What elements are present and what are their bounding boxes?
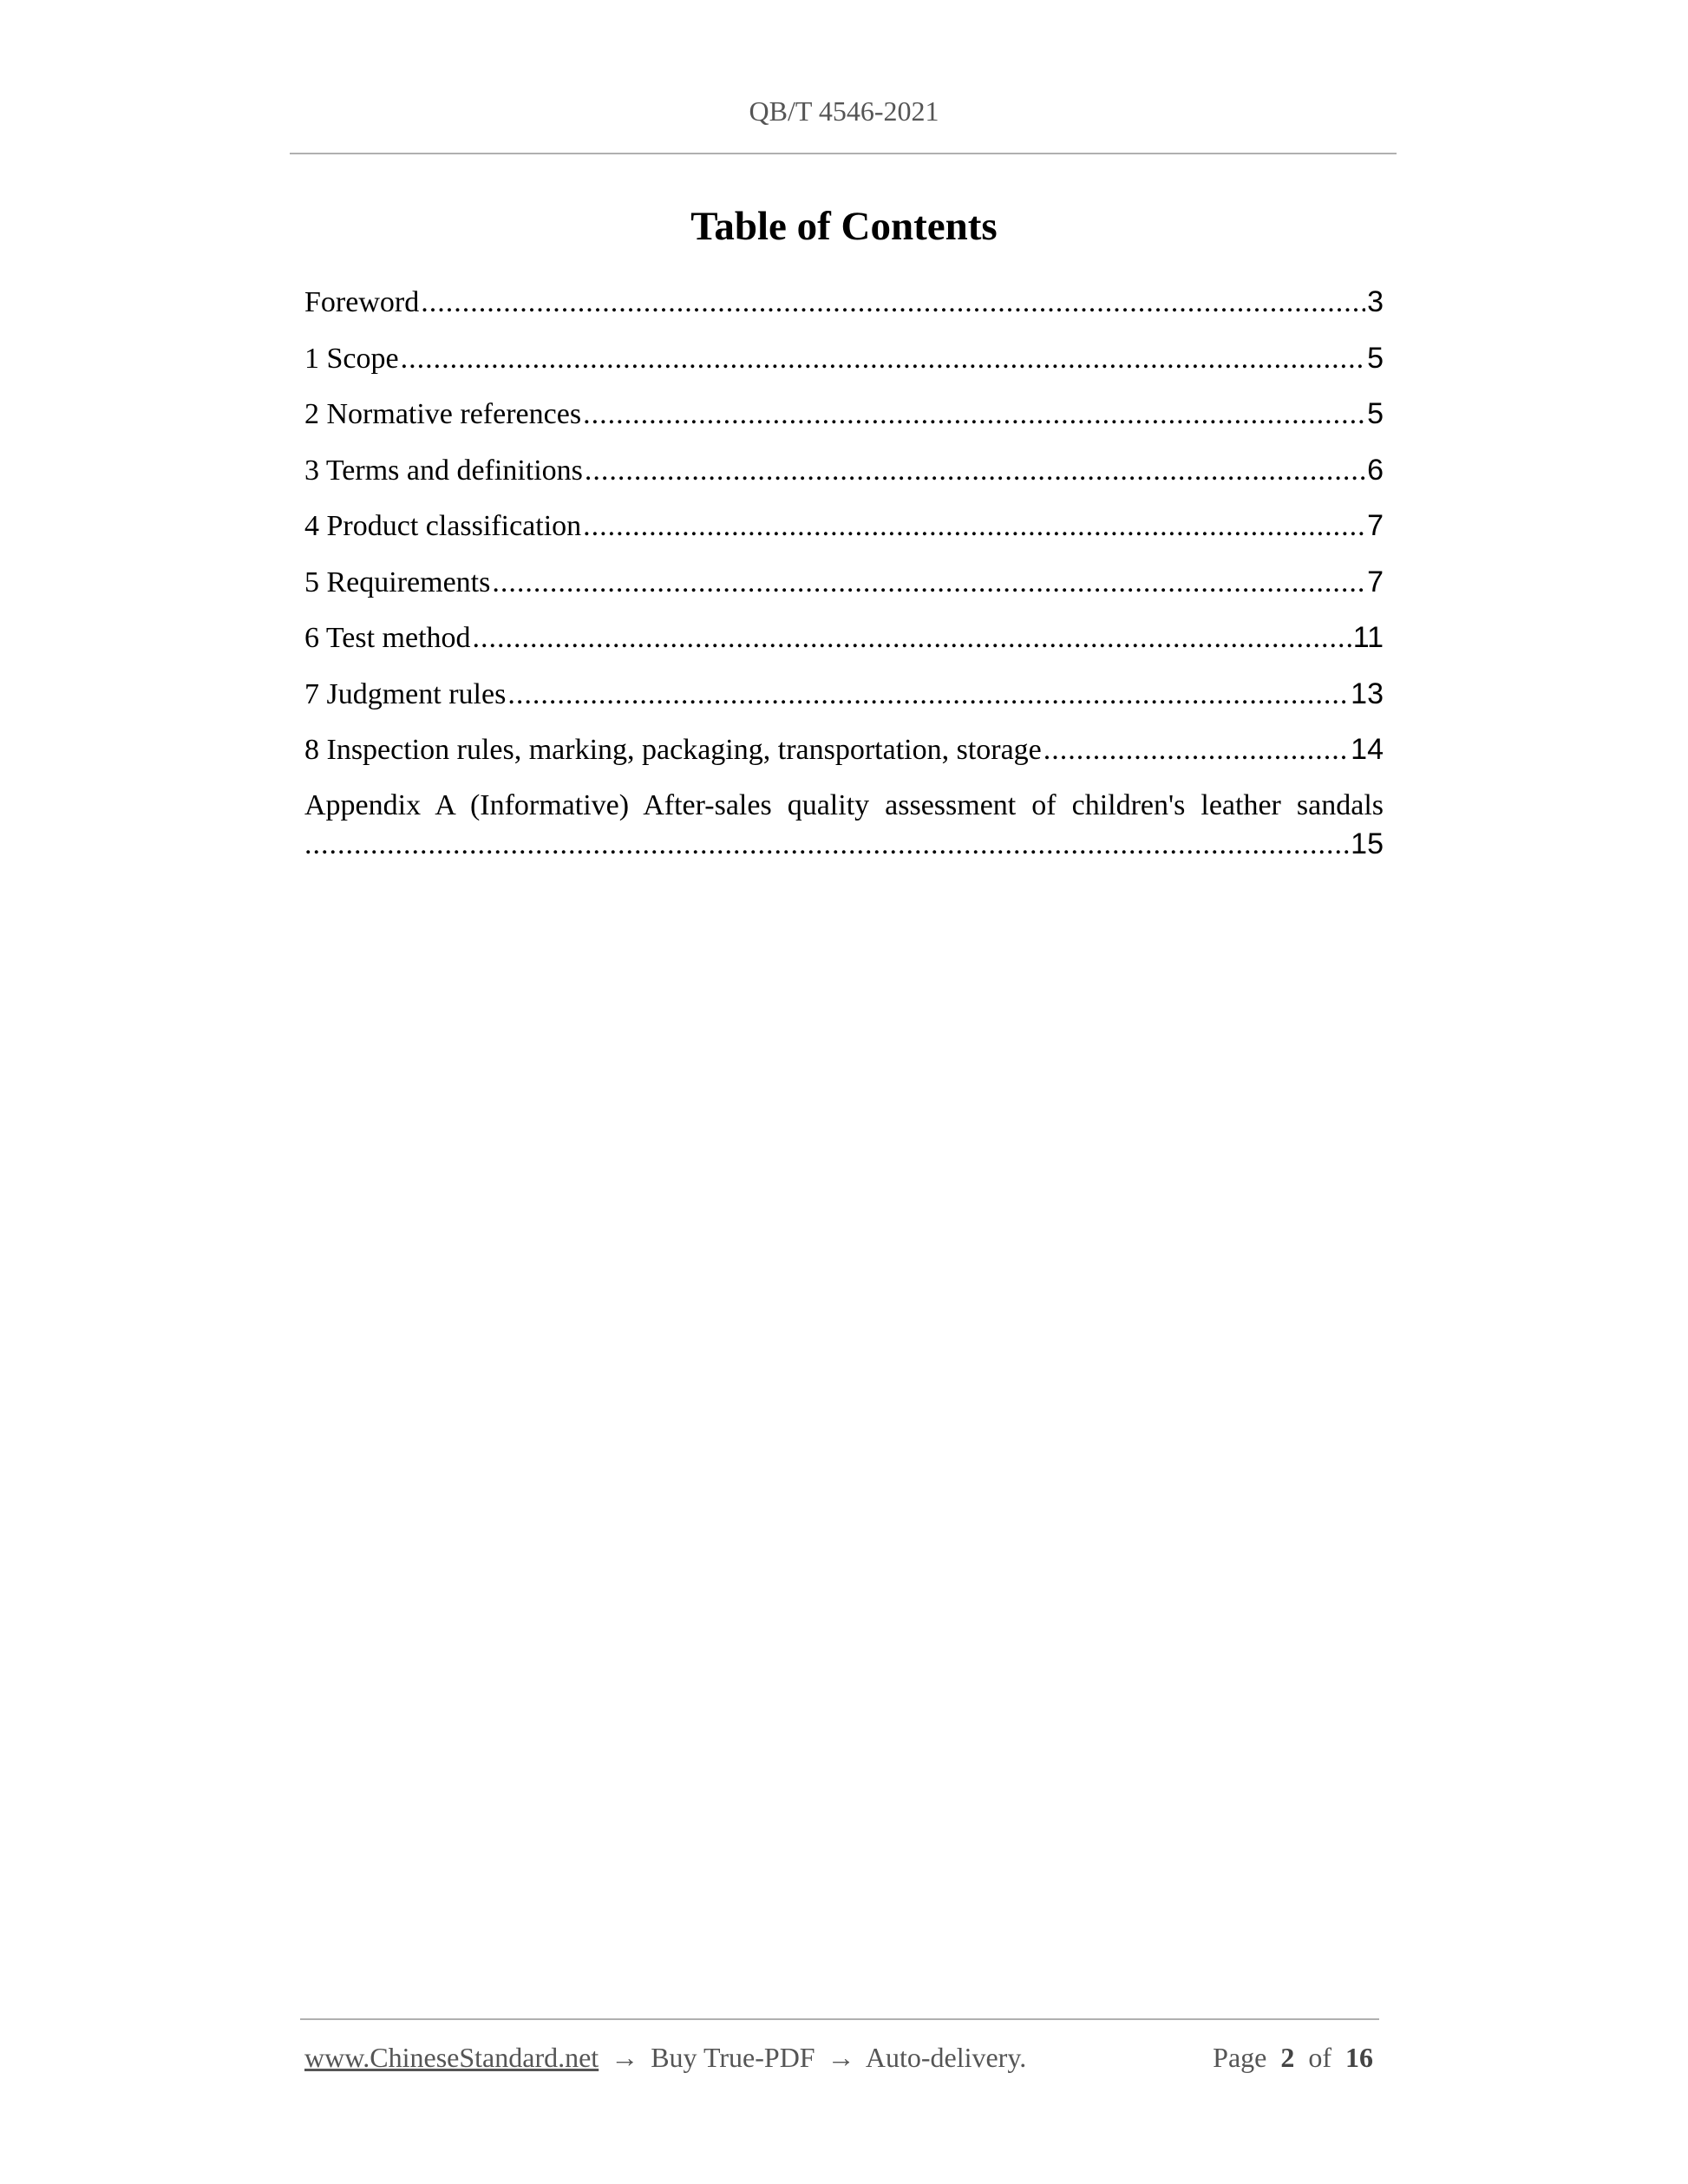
dot-leader [304, 826, 1349, 864]
toc-entry-page: 14 [1351, 733, 1384, 766]
toc-entry-scope[interactable] [304, 339, 1384, 396]
toc-entry-requirements[interactable] [304, 563, 1384, 619]
toc-entry-page: 5 [1367, 341, 1384, 375]
toc-entry-test-method[interactable] [304, 618, 1384, 675]
toc-entry-page: 15 [1351, 827, 1384, 860]
toc-entry-page: 3 [1367, 285, 1384, 318]
dot-leader [473, 619, 1351, 657]
toc-entry-label: Appendix A (Informative) After-sales quality assessment of children's leather sandals [304, 788, 1384, 821]
toc-entry-label: 2 Normative references [304, 398, 582, 430]
toc-entry-terms-and-definitions[interactable] [304, 451, 1384, 507]
page-number [1213, 2042, 1373, 2074]
toc-entry-label: 5 Requirements [304, 566, 491, 598]
toc-entry-label: 1 Scope [304, 342, 399, 375]
toc-entry-page: 5 [1367, 397, 1384, 430]
toc-title: Table of Contents [690, 204, 998, 249]
header-divider [290, 153, 1397, 154]
toc-entry-appendix-a[interactable] [304, 787, 1384, 864]
page-total: 16 [1345, 2042, 1373, 2073]
page-footer [304, 2042, 1373, 2074]
dot-leader [492, 564, 1365, 602]
dot-leader [507, 676, 1349, 714]
arrow-right-icon: → [611, 2042, 639, 2073]
dot-leader [421, 284, 1365, 322]
toc-entry-label: 3 Terms and definitions [304, 454, 583, 487]
dot-leader [583, 396, 1365, 434]
toc-entry-product-classification[interactable] [304, 507, 1384, 563]
footer-step-buy: Buy True-PDF [651, 2042, 815, 2073]
website-link[interactable]: www.ChineseStandard.net [304, 2042, 599, 2073]
toc-entry-page: 6 [1367, 453, 1384, 487]
arrow-right-icon: → [827, 2042, 855, 2073]
toc-entry-page: 7 [1367, 509, 1384, 542]
page-label: Page [1213, 2042, 1267, 2073]
dot-leader [1044, 731, 1349, 769]
toc-entry-label: 8 Inspection rules, marking, packaging, transportation, storage [304, 734, 1042, 766]
dot-leader [401, 340, 1365, 378]
footer-divider [300, 2018, 1379, 2020]
toc-entry-foreword[interactable] [304, 283, 1384, 339]
toc-entry-label: Foreword [304, 286, 420, 318]
dot-leader [585, 452, 1365, 490]
toc-entry-page: 13 [1351, 677, 1384, 710]
toc-entry-judgment-rules[interactable] [304, 675, 1384, 731]
page-current: 2 [1280, 2042, 1295, 2073]
toc-entry-label: 7 Judgment rules [304, 677, 507, 710]
footer-links [304, 2042, 1026, 2074]
page-of: of [1308, 2042, 1331, 2073]
toc-entry-inspection-rules[interactable] [304, 730, 1384, 787]
table-of-contents [304, 283, 1384, 864]
dot-leader [583, 507, 1365, 546]
footer-step-delivery: Auto-delivery. [865, 2042, 1027, 2073]
toc-entry-label: 4 Product classification [304, 510, 582, 542]
toc-entry-page: 7 [1367, 565, 1384, 598]
toc-entry-page: 11 [1352, 621, 1384, 654]
toc-entry-normative-references[interactable] [304, 395, 1384, 451]
document-code-header: QB/T 4546-2021 [749, 95, 939, 127]
toc-entry-label: 6 Test method [304, 622, 471, 654]
